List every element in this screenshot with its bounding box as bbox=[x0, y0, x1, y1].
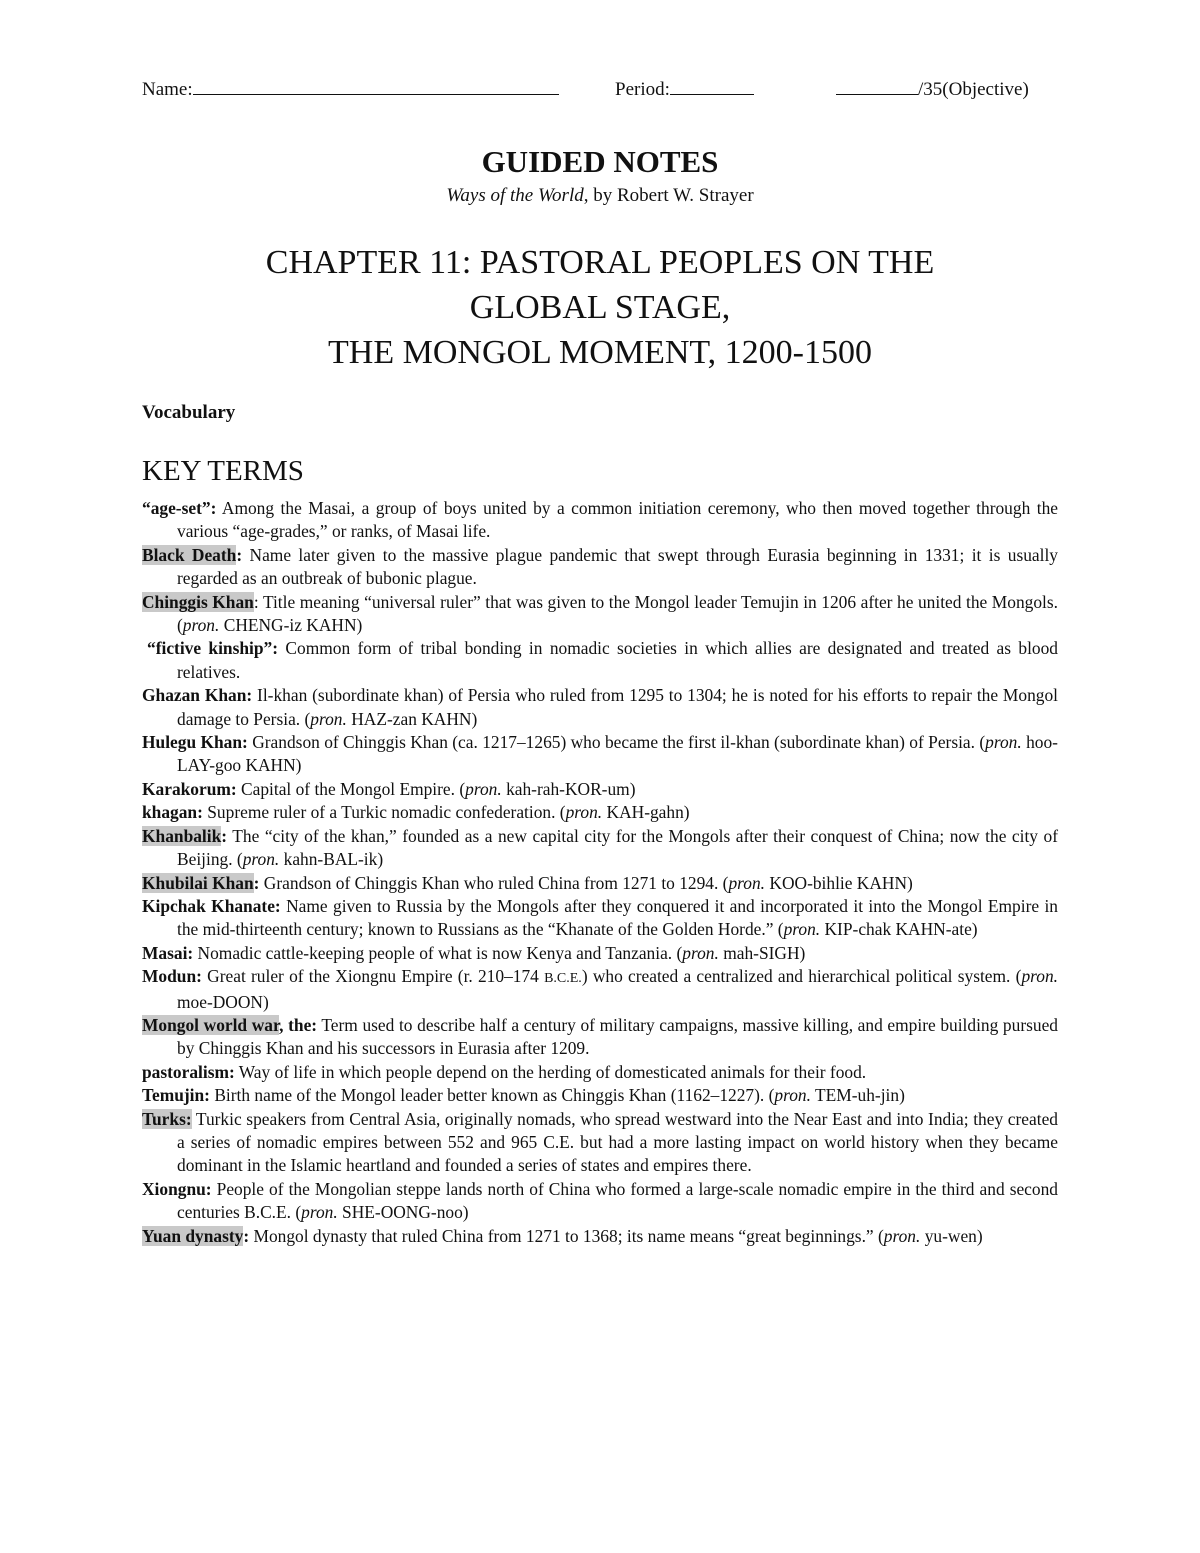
term-entry bbox=[142, 872, 1058, 895]
term-name: Khanbalik bbox=[142, 825, 222, 846]
period-blank[interactable] bbox=[670, 74, 754, 95]
term-definition: Term used to describe half a century of military campaigns, massive killing, and empire building pursued by Chinggis Khan and his successors in Eurasia after 1209. bbox=[177, 1014, 1058, 1059]
term-entry bbox=[142, 684, 1058, 731]
term-definition: Among the Masai, a group of boys united by a common initiation ceremony, who then moved together through the various “age-grades,” or ranks, of Masai life. bbox=[177, 498, 1058, 542]
term-entry bbox=[142, 895, 1058, 942]
term-entry bbox=[142, 637, 1058, 684]
term-name-tail: : bbox=[253, 591, 259, 612]
term-name: Karakorum: bbox=[142, 778, 237, 799]
term-name: Ghazan Khan: bbox=[142, 685, 253, 706]
term-pronunciation: kahn-BAL-ik) bbox=[283, 849, 384, 870]
pron-label: pron. bbox=[242, 849, 280, 870]
term-name: Temujin: bbox=[142, 1085, 210, 1106]
term-name: Khubilai Khan bbox=[142, 872, 254, 893]
term-entry bbox=[142, 1108, 1058, 1178]
pron-label: pron. bbox=[565, 802, 603, 823]
period-field[interactable] bbox=[615, 74, 754, 103]
pron-label: pron. bbox=[310, 708, 347, 729]
term-entry bbox=[142, 965, 1058, 1014]
term-pronunciation: mah-SIGH) bbox=[723, 942, 806, 963]
term-entry bbox=[142, 731, 1058, 778]
term-pronunciation: CHENG-iz KAHN) bbox=[223, 615, 363, 636]
term-entry bbox=[142, 591, 1058, 638]
chapter-title-line-1: CHAPTER 11: PASTORAL PEOPLES ON THE bbox=[265, 244, 935, 281]
term-pronunciation: yu-wen) bbox=[924, 1225, 983, 1246]
term-entry bbox=[142, 497, 1058, 544]
term-definition: Name later given to the massive plague pandemic that swept through Eurasia beginning in 1331; it is usually regarded as an outbreak of bubonic plague. bbox=[177, 544, 1058, 589]
term-entry bbox=[142, 778, 1058, 801]
term-entry bbox=[142, 544, 1058, 591]
key-terms-list bbox=[142, 497, 1058, 1248]
term-name: pastoralism: bbox=[142, 1061, 235, 1082]
name-label: Name: bbox=[142, 79, 193, 100]
term-name: Modun: bbox=[142, 966, 202, 987]
term-entry bbox=[142, 1225, 1058, 1248]
term-name: Black Death bbox=[142, 544, 237, 565]
document-subtitle bbox=[0, 183, 1200, 209]
chapter-title-line-2: GLOBAL STAGE, bbox=[469, 289, 731, 326]
term-definition: Name given to Russia by the Mongols after they conquered it and incorporated it into the Mongol Empire in the mid-thirteenth century; known to Russians as the “Khanate of the Golden Horde.” ( bbox=[177, 895, 1058, 940]
pron-label: pron. bbox=[682, 942, 719, 963]
document-title: GUIDED NOTES bbox=[481, 144, 719, 179]
term-era-abbrev: B.C.E. bbox=[544, 971, 582, 987]
term-pronunciation: hoo-LAY-goo KAHN) bbox=[177, 732, 1058, 776]
term-name-tail: : bbox=[253, 872, 260, 893]
period-label: Period: bbox=[615, 79, 670, 100]
term-name: Chinggis Khan bbox=[142, 591, 254, 612]
book-author: , by Robert W. Strayer bbox=[583, 185, 754, 206]
term-name: “age-set”: bbox=[142, 498, 217, 518]
term-name: Masai: bbox=[142, 942, 194, 963]
term-entry bbox=[142, 1178, 1058, 1225]
student-header bbox=[142, 74, 1058, 104]
term-name-tail: : bbox=[236, 544, 243, 565]
term-definition: The “city of the khan,” founded as a new capital city for the Mongols after their conquest of China; now the city of Beijing. ( bbox=[177, 825, 1058, 870]
term-definition: Great ruler of the Xiongnu Empire (r. 210–174 bbox=[201, 966, 545, 987]
term-entry bbox=[142, 825, 1058, 872]
term-definition: Title meaning “universal ruler” that was given to the Mongol leader Temujin in 1206 after he united the Mongols. ( bbox=[177, 591, 1059, 636]
pron-label: pron. bbox=[883, 1225, 921, 1246]
term-pronunciation: TEM-uh-jin) bbox=[815, 1085, 905, 1106]
score-suffix: /35(Objective) bbox=[918, 79, 1029, 100]
pron-label: pron. bbox=[783, 919, 821, 940]
key-terms-heading: KEY TERMS bbox=[142, 455, 304, 487]
term-definition: Turkic speakers from Central Asia, originally nomads, who spread westward into the Near East and into India; they created a series of nomadic empires between 552 and 965 C.E. but had a more lasting impact on world history when they became dominant in the Islamic heartland and founded a series of states and empires there. bbox=[177, 1108, 1058, 1176]
term-entry bbox=[142, 801, 1058, 824]
name-blank[interactable] bbox=[193, 74, 559, 95]
term-definition-cont: ) who created a centralized and hierarchical political system. ( bbox=[581, 966, 1022, 987]
pron-label: pron. bbox=[182, 615, 220, 636]
term-pronunciation: SHE-OONG-noo) bbox=[342, 1202, 469, 1223]
term-definition: Mongol dynasty that ruled China from 1271 to 1368; its name means “great beginnings.” ( bbox=[249, 1225, 884, 1246]
term-name: Kipchak Khanate: bbox=[142, 895, 281, 916]
term-name: Hulegu Khan: bbox=[142, 732, 248, 753]
term-definition: People of the Mongolian steppe lands north of China who formed a large-scale nomadic empire in the third and second centuries B.C.E. ( bbox=[177, 1178, 1058, 1223]
chapter-title-line-3: THE MONGOL MOMENT, 1200-1500 bbox=[328, 334, 872, 371]
pron-label: pron. bbox=[774, 1085, 811, 1106]
term-pronunciation: HAZ-zan KAHN) bbox=[351, 708, 478, 729]
term-definition: Grandson of Chinggis Khan (ca. 1217–1265) who became the first il-khan (subordinate khan) of Persia. ( bbox=[247, 732, 986, 753]
pron-label: pron. bbox=[301, 1202, 338, 1223]
pron-label: pron. bbox=[985, 732, 1022, 753]
term-pronunciation: kah-rah-KOR-um) bbox=[506, 778, 636, 799]
chapter-title bbox=[0, 240, 1200, 375]
term-definition: Nomadic cattle-keeping people of what is now Kenya and Tanzania. ( bbox=[193, 942, 683, 963]
term-definition: Grandson of Chinggis Khan who ruled China from 1271 to 1294. ( bbox=[259, 872, 729, 893]
term-name: “fictive kinship”: bbox=[147, 638, 279, 659]
term-entry bbox=[142, 1061, 1058, 1084]
term-definition: Way of life in which people depend on the herding of domesticated animals for their food. bbox=[234, 1061, 867, 1082]
term-pronunciation: KOO-bihlie KAHN) bbox=[769, 872, 913, 893]
term-name: Yuan dynasty bbox=[142, 1225, 244, 1246]
term-pronunciation: moe-DOON) bbox=[177, 991, 269, 1012]
term-name: Mongol world war bbox=[142, 1014, 280, 1035]
score-blank[interactable] bbox=[836, 74, 918, 95]
term-pronunciation: KAH-gahn) bbox=[606, 802, 690, 823]
term-name-tail: : bbox=[221, 825, 228, 846]
term-definition: Il-khan (subordinate khan) of Persia who ruled from 1295 to 1304; he is noted for his efforts to repair the Mongol damage to Persia. ( bbox=[177, 685, 1058, 729]
term-name: khagan: bbox=[142, 802, 203, 823]
term-name-tail: , the: bbox=[279, 1014, 318, 1035]
book-title: Ways of the World bbox=[446, 185, 584, 206]
term-definition: Common form of tribal bonding in nomadic societies in which allies are designated and treated as blood relatives. bbox=[177, 638, 1059, 682]
pron-label: pron. bbox=[1021, 966, 1058, 987]
vocabulary-heading: Vocabulary bbox=[142, 402, 236, 423]
score-field[interactable] bbox=[836, 74, 1029, 103]
term-definition: Birth name of the Mongol leader better known as Chinggis Khan (1162–1227). ( bbox=[209, 1085, 775, 1106]
term-entry bbox=[142, 942, 1058, 965]
pron-label: pron. bbox=[728, 872, 766, 893]
term-name: Turks: bbox=[142, 1108, 192, 1129]
term-definition: Capital of the Mongol Empire. ( bbox=[236, 778, 466, 799]
term-entry bbox=[142, 1014, 1058, 1061]
term-name-tail: : bbox=[243, 1225, 250, 1246]
pron-label: pron. bbox=[465, 778, 502, 799]
term-name: Xiongnu: bbox=[142, 1178, 212, 1199]
term-pronunciation: KIP-chak KAHN-ate) bbox=[824, 919, 978, 940]
term-definition: Supreme ruler of a Turkic nomadic confederation. ( bbox=[202, 802, 566, 823]
term-entry bbox=[142, 1084, 1058, 1107]
name-field[interactable] bbox=[142, 74, 559, 103]
